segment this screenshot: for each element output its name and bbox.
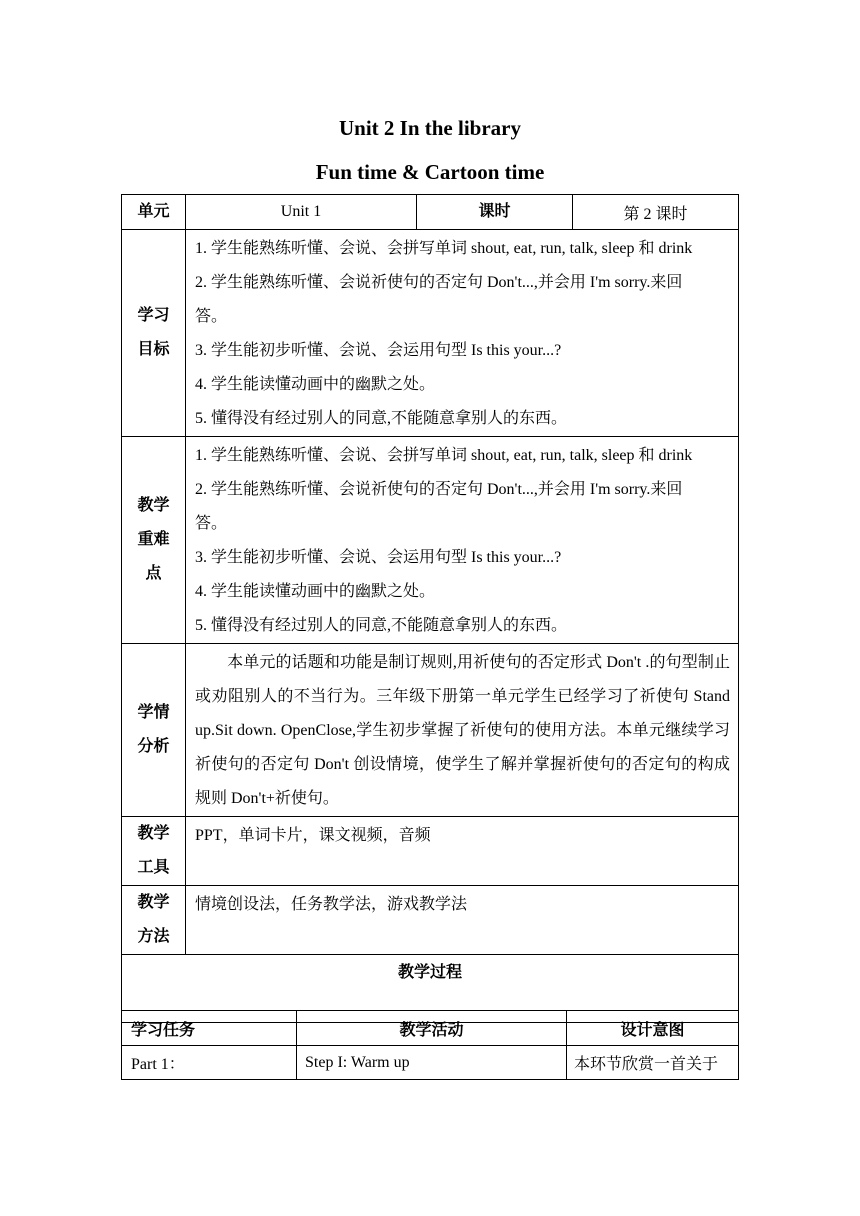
methods-label: 教学 方法 [122, 886, 186, 955]
objective-item: 2. 学生能熟练听懂、会说祈使句的否定句 Don't...,并会用 I'm sorry.来回 [195, 274, 683, 291]
process-cell-task: Part 1： [122, 1046, 297, 1080]
objectives-content [186, 230, 739, 437]
unit-value: Unit 1 [186, 195, 417, 230]
methods-content [186, 886, 739, 955]
process-header-intent: 设计意图 [567, 1011, 739, 1046]
process-cell-intent: 本环节欣赏一首关于 [567, 1046, 739, 1080]
process-header-task: 学习任务 [122, 1011, 297, 1046]
objective-item: 答。 [195, 308, 228, 325]
key-points-row [122, 437, 739, 644]
period-label: 课时 [417, 195, 573, 230]
objectives-row [122, 230, 739, 437]
unit-label: 单元 [122, 195, 186, 230]
unit-row [122, 195, 739, 230]
process-table [121, 1010, 739, 1080]
period-value: 第 2 课时 [573, 195, 739, 230]
process-header-activity: 教学活动 [297, 1011, 567, 1046]
key-point-item: 答。 [195, 515, 228, 532]
tools-label: 教学 工具 [122, 817, 186, 886]
lesson-plan-table [121, 194, 739, 1023]
analysis-text: 本单元的话题和功能是制订规则,用祈使句的否定形式 Don't .的句型制止或劝阻别人的不当行为。三年级下册第一单元学生已经学习了祈使句 Stand up.Sit down. OpenClose,学生初步掌握了祈使句的使用方法。本单元继续学习祈使句的否定句 Don't 创设情境，使学生了解并掌握祈使句的否定句的构成规则 Don't+祈使句。 [195, 654, 730, 807]
analysis-label: 学情 分析 [122, 644, 186, 817]
key-points-content [186, 437, 739, 644]
tools-content [186, 817, 739, 886]
document-title: Unit 2 In the library [338, 116, 521, 140]
tools-text: PPT，单词卡片，课文视频，音频 [195, 827, 431, 844]
key-points-label: 教学 重难 点 [122, 437, 186, 644]
key-point-item: 1. 学生能熟练听懂、会说、会拼写单词 shout, eat, run, talk, sleep 和 drink [195, 447, 693, 464]
objective-item: 1. 学生能熟练听懂、会说、会拼写单词 shout, eat, run, talk, sleep 和 drink [195, 240, 693, 257]
table-row [122, 1046, 739, 1080]
key-point-item: 2. 学生能熟练听懂、会说祈使句的否定句 Don't...,并会用 I'm sorry.来回 [195, 481, 683, 498]
key-point-item: 4. 学生能读懂动画中的幽默之处。 [195, 583, 436, 600]
process-header-row [122, 1011, 739, 1046]
objective-item: 3. 学生能初步听懂、会说、会运用句型 Is this your...? [195, 342, 562, 359]
objective-item: 5. 懂得没有经过别人的同意,不能随意拿别人的东西。 [195, 410, 568, 427]
objective-item: 4. 学生能读懂动画中的幽默之处。 [195, 376, 436, 393]
process-heading: 教学过程 [122, 955, 739, 1023]
tools-row [122, 817, 739, 886]
document-subtitle: Fun time & Cartoon time [315, 160, 545, 184]
analysis-row [122, 644, 739, 817]
objectives-label: 学习 目标 [122, 230, 186, 437]
methods-row [122, 886, 739, 955]
analysis-content [186, 644, 739, 817]
methods-text: 情境创设法，任务教学法，游戏教学法 [195, 896, 468, 913]
key-point-item: 3. 学生能初步听懂、会说、会运用句型 Is this your...? [195, 549, 562, 566]
process-cell-activity: Step I: Warm up [297, 1046, 567, 1080]
key-point-item: 5. 懂得没有经过别人的同意,不能随意拿别人的东西。 [195, 617, 568, 634]
